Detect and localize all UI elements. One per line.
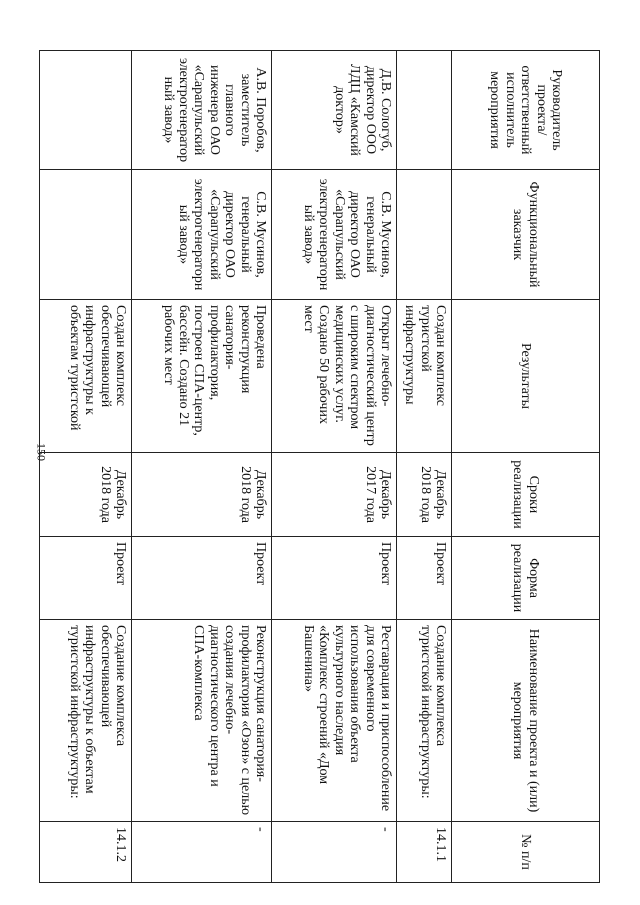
cell-number: -: [132, 822, 272, 883]
header-name: Наименование проекта и (или) мероприятия: [452, 620, 600, 822]
cell-leader: Д.В. Сологуб, директор ООО ЛДЦ «Камский доктор»: [272, 51, 397, 170]
header-row: [452, 51, 600, 883]
cell-result: Открыт лечебно-диагностический центр с широким спектром медицинских услуг. Создано 50 рабочих мест: [272, 300, 397, 453]
header-form: Форма реализации: [452, 537, 600, 620]
cell-leader: А.В. Поробов, заместитель главного инженера ОАО «Сарапульский электрогенераторный завод»: [132, 51, 272, 170]
cell-period: Декабрь 2017 года: [272, 453, 397, 537]
header-period: Сроки реализации: [452, 453, 600, 537]
cell-customer: С.В. Мусинов, генеральный директор ОАО «Сарапульский электрогенераторный завод»: [132, 170, 272, 300]
rotated-table-container: [40, 50, 600, 882]
cell-name: Реконструкция санатория-профилактория «Озон» с целью создания лечебно-диагностического центра и СПА-комплекса: [132, 620, 272, 822]
cell-result: Создан комплекс туристской инфраструктуры: [397, 300, 452, 453]
cell-name: Реставрация и приспособление для современного использования объекта культурного наследия «Комплекс строений «Дом Башенина»: [272, 620, 397, 822]
header-leader: Руководитель проекта/ ответственный исполнитель мероприятия: [452, 51, 600, 170]
cell-period: Декабрь 2018 года: [132, 453, 272, 537]
cell-customer: С.В. Мусинов, генеральный директор ОАО «Сарапульский электрогенераторный завод»: [272, 170, 397, 300]
cell-number: 14.1.1: [397, 822, 452, 883]
table-row: [272, 51, 397, 883]
header-customer: Функциональный заказчик: [452, 170, 600, 300]
table-row: [40, 51, 132, 883]
cell-name: Создание комплекса обеспечивающей инфраструктуры к объектам туристской инфраструктуры:: [40, 620, 132, 822]
cell-form: Проект: [132, 537, 272, 620]
cell-period: Декабрь 2018 года: [40, 453, 132, 537]
cell-customer: [40, 170, 132, 300]
cell-form: Проект: [272, 537, 397, 620]
cell-form: Проект: [40, 537, 132, 620]
table-row: [397, 51, 452, 883]
cell-result: Проведена реконструкция санатория-профилактория, построен СПА-центр, бассейн. Создано 21 рабочих мест: [132, 300, 272, 453]
cell-customer: [397, 170, 452, 300]
header-results: Результаты: [452, 300, 600, 453]
projects-table: [39, 50, 600, 883]
page-number: 150: [34, 443, 49, 461]
cell-leader: [397, 51, 452, 170]
cell-leader: [40, 51, 132, 170]
cell-number: 14.1.2: [40, 822, 132, 883]
table-row: [132, 51, 272, 883]
header-number: № п/п: [452, 822, 600, 883]
cell-form: Проект: [397, 537, 452, 620]
cell-name: Создание комплекса туристской инфраструктуры:: [397, 620, 452, 822]
cell-result: Создан комплекс обеспечивающей инфраструктуры к объектам туристской: [40, 300, 132, 453]
cell-period: Декабрь 2018 года: [397, 453, 452, 537]
cell-number: -: [272, 822, 397, 883]
